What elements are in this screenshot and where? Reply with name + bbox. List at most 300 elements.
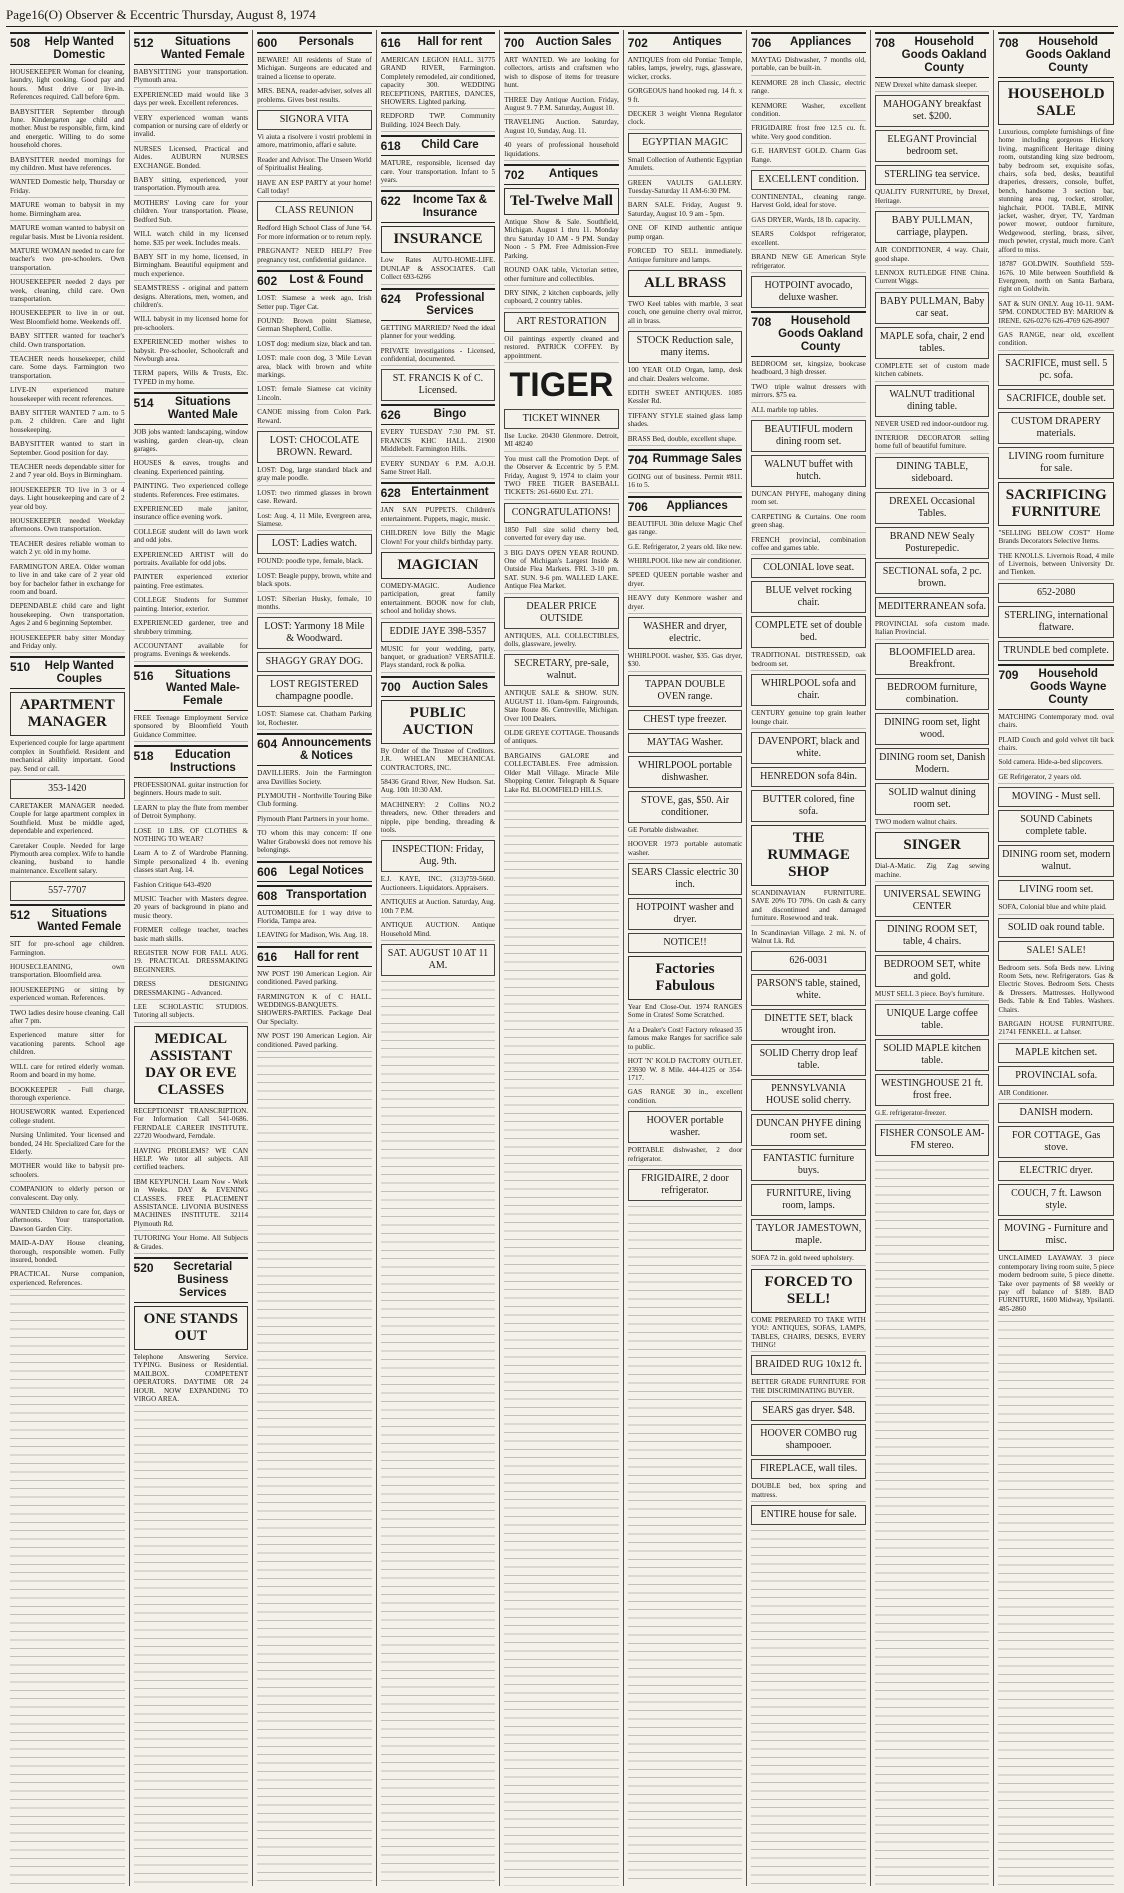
classified-ad: LOST: two rimmed glasses in brown case. Reward.: [257, 489, 372, 509]
section-header: [134, 1257, 249, 1303]
classified-ad: IBM KEYPUNCH. Learn Now - Work in Weeks. DAY & EVENING CLASSES. FREE PLACEMENT ASSISTANCE. LIVONIA BUSINESS MACHINES INSTITUTE. 32114 Plymouth Rd.: [134, 1178, 249, 1231]
classified-ad: COME PREPARED TO TAKE WITH YOU: ANTIQUES, SOFAS, LAMPS, TABLES, CHAIRS, DESKS, EVERY THING!: [751, 1316, 866, 1353]
classified-ad: TRUNDLE bed complete.: [998, 641, 1114, 661]
classified-ad: MUSIC for your wedding, party, banquet, or graduation? VERSATILE. Plays standard, rock & polka.: [381, 645, 496, 673]
classified-ad: TRAVELING Auction. Saturday, August 10, Sunday, Aug. 11.: [504, 118, 619, 138]
classified-ad: JAN SAN PUPPETS. Children's entertainment. Puppets, magic, music.: [381, 506, 496, 526]
classified-ad: DUNCAN PHYFE, mahogany dining room set.: [751, 490, 866, 510]
classified-ad: MRS. BENA, reader-adviser, solves all problems. Gives best results.: [257, 87, 372, 107]
classified-ad: G.E. HARVEST GOLD. Charm Gas Range.: [751, 147, 866, 167]
classified-ad: MACHINERY: 2 Collins NO.2 threaders, new. Other threaders and nipple, pipe bending, threading & tools.: [381, 801, 496, 838]
classified-ad: LOSE 10 LBS. OF CLOTHES & NOTHING TO WEAR?: [134, 827, 249, 847]
classified-ad: 40 years of professional household liquidations.: [504, 141, 619, 161]
classified-ad: SACRIFICE, double set.: [998, 389, 1114, 409]
classified-ad: DOUBLE bed, box spring and mattress.: [751, 1482, 866, 1502]
classified-ad: NEVER USED red indoor-outdoor rug.: [875, 420, 990, 431]
classified-ad: At a Dealer's Cost! Factory released 35 famous make Ranges for sacrifice sale to public.: [628, 1026, 743, 1054]
page-masthead: Page16(O) Observer & Eccentric Thursday, August 8, 1974: [6, 4, 1118, 27]
classified-ad: BABY SITTER wanted for teacher's child. Own transportation.: [10, 332, 125, 352]
classified-ad: MAYTAG Dishwasher, 7 months old, portable, can be built-in.: [751, 56, 866, 76]
classified-ad: BETTER GRADE FURNITURE FOR THE DISCRIMINATING BUYER.: [751, 1378, 866, 1398]
column-text-filler: [504, 800, 619, 1886]
classified-ad: TERM papers, Wills & Trusts, Etc. TYPED in my home.: [134, 369, 249, 389]
classified-ad: DINING ROOM SET, table, 4 chairs.: [875, 920, 990, 952]
classified-ad: SAT & SUN ONLY. Aug 10-11. 9AM-5PM. CONDUCTED BY: MARION & IRENE. 626-0276 626-4769 626-8907: [998, 300, 1114, 328]
section-title: Household Goods Oakland County: [1025, 36, 1111, 74]
classified-ad: HAVE AN ESP PARTY at your home! Call today!: [257, 179, 372, 199]
classified-ad: ANTIQUE AUCTION. Antique Household Mind.: [381, 921, 496, 941]
column-5: [500, 30, 624, 1886]
section-header: [504, 32, 619, 53]
section-number: 709: [998, 667, 1019, 682]
classified-ad: FRIGIDAIRE frost free 12.5 cu. ft. white. Very good condition.: [751, 124, 866, 144]
section-number: 616: [257, 949, 278, 964]
classified-ad: OLDE GREYE COTTAGE. Thousands of antiques.: [504, 729, 619, 749]
section-number: 508: [10, 36, 31, 50]
classified-ad: TEACHER needs dependable sitter for 2 and 7 year old. Boys in Birmingham.: [10, 463, 125, 483]
classified-ad: ENTIRE house for sale.: [751, 1505, 866, 1525]
classified-ad: CONGRATULATIONS!: [504, 503, 619, 523]
display-ad-headline: Tel-Twelve Mall: [504, 188, 619, 215]
classified-ad: COMPANION to elderly person or convalescent. Day only.: [10, 1185, 125, 1205]
classified-ad: ANTIQUES at Auction. Saturday, Aug. 10th 7 P.M.: [381, 898, 496, 918]
classified-ad: BABY SIT in my home, licensed, in Birmingham. Beautiful equipment and much experience.: [134, 253, 249, 281]
classified-ad: Experienced mature sitter for vacationing parents. School age children.: [10, 1031, 125, 1059]
classified-ad: Learn A to Z of Wardrobe Planning. Simple personalized 4 lb. evening classes start Aug. 14.: [134, 849, 249, 877]
section-number: 520: [133, 1260, 154, 1275]
column-4: [377, 30, 501, 1886]
classified-ad: AIR CONDITIONER, 4 way. Chair, good shape.: [875, 246, 990, 266]
classified-ad: SEAMSTRESS - original and pattern designs. Alterations, men, women, and children's.: [134, 284, 249, 312]
classified-ad: UNIQUE Large coffee table.: [875, 1004, 990, 1036]
classified-ad: DREXEL Occasional Tables.: [875, 492, 990, 524]
classified-ad: FURNITURE, living room, lamps.: [751, 1184, 866, 1216]
classified-ad: SOFA 72 in. gold tweed upholstery.: [751, 1254, 866, 1265]
classified-ad: HOOVER 1973 portable automatic washer.: [628, 840, 743, 860]
section-number: 606: [257, 864, 278, 879]
column-text-filler: [257, 1055, 372, 1886]
classified-ad: MOVING - Must sell.: [998, 787, 1114, 807]
classified-ad: SPEED QUEEN portable washer and dryer.: [628, 571, 743, 591]
classified-ad: HOUSEKEEPER needed Weekday afternoons. Own transportation.: [10, 517, 125, 537]
classified-ad: DINETTE SET, black wrought iron.: [751, 1009, 866, 1041]
section-title: Bingo: [433, 408, 467, 421]
classified-ad: BABY PULLMAN, carriage, playpen.: [875, 211, 990, 243]
classified-ad: FISHER CONSOLE AM-FM stereo.: [875, 1124, 990, 1156]
classified-ad: DINING room set, modern walnut.: [998, 845, 1114, 877]
classified-ad: TWO triple walnut dressers with mirrors. $75 ea.: [751, 383, 866, 403]
classified-ad: Telephone Answering Service. TYPING. Business or Residential. MAILBOX. COMPETENT OPERATORS. DAYTIME OR 24 HOUR. NOW EXPANDING TO VIRGO AREA.: [134, 1353, 249, 1406]
classified-ad: SALE! SALE!: [998, 941, 1114, 961]
section-title: Situations Wanted Female: [37, 908, 122, 934]
classified-ad: WESTINGHOUSE 21 ft. frost free.: [875, 1074, 990, 1106]
section-title: Transportation: [286, 888, 367, 901]
section-number: 624: [380, 291, 401, 306]
classified-ad: MOVING - Furniture and misc.: [998, 1219, 1114, 1251]
section-number: 700: [504, 36, 525, 50]
display-ad-headline: INSURANCE: [381, 226, 496, 253]
classified-ad: MAPLE sofa, chair, 2 end tables.: [875, 327, 990, 359]
display-ad-headline: PUBLIC AUCTION: [381, 700, 496, 744]
classified-ad: MUSIC Teacher with Masters degree. 20 years of background in piano and music theory.: [134, 895, 249, 923]
classified-ad: THE KNOLLS. Livernois Road, 4 mile of Livernois, between University Dr. and Tienken.: [998, 552, 1114, 580]
classified-ad: STOVE, gas, $50. Air conditioner.: [628, 791, 743, 823]
classified-ad: ELEGANT Provincial bedroom set.: [875, 130, 990, 162]
classified-ad: ANTIQUE SALE & SHOW. SUN. AUGUST 11. 10am-6pm. Fairgrounds, State Route 86. Centreville, Michigan. Over 100 Dealers.: [504, 689, 619, 726]
column-6: [624, 30, 748, 1886]
section-header: [381, 32, 496, 53]
classified-ad: BARGAINS GALORE and COLLECTABLES. Free admission. Older Mall Village. Miracle Mile Shopping Center. Telegraph & Square Lake Rd. BLOOMFIELD HILLS.: [504, 752, 619, 797]
section-number: 618: [380, 139, 401, 154]
classified-ad: GE Refrigerator, 2 years old.: [998, 773, 1114, 784]
classified-ad: WHIRLPOOL washer, $35. Gas dryer, $30.: [628, 652, 743, 672]
classified-ad: DEALER PRICE OUTSIDE: [504, 597, 619, 629]
classified-ad: HOUSEWORK wanted. Experienced college student.: [10, 1108, 125, 1128]
classified-ad: PLYMOUTH - Northville Touring Bike Club forming.: [257, 792, 372, 812]
classified-ad: GORGEOUS hand hooked rug. 14 ft. x 9 ft.: [628, 87, 743, 107]
section-number: 512: [133, 36, 154, 50]
display-ad-headline: FORCED TO SELL!: [751, 1269, 866, 1313]
classified-ad: WHIRLPOOL portable dishwasher.: [628, 756, 743, 788]
classified-ad: BABYSITTER needed mornings for my children. Must have references.: [10, 156, 125, 176]
classified-ad: HOUSEKEEPER to live in or out. West Bloomfield home. Weekends off.: [10, 309, 125, 329]
classified-ad: KENMORE Washer, excellent condition.: [751, 102, 866, 122]
classified-ad: UNCLAIMED LAYAWAY. 3 piece contemporary living room suite, 5 piece modern bedroom suite, 5 piece dinette. Take over payments of $8 weekly or pay off balance of $189. BAD FURNITURE, 1600 Midway, Ypsilanti. 485-2860: [998, 1254, 1114, 1316]
classified-ad: SIGNORA VITA: [257, 110, 372, 130]
section-title: Situations Wanted Male-Female: [165, 668, 240, 707]
classified-ad: MATURE, responsible, licensed day care. Your transportation. Infant to 5 years.: [381, 159, 496, 187]
classified-ad: BEDROOM furniture, combination.: [875, 678, 990, 710]
classified-ad: FANTASTIC furniture buys.: [751, 1149, 866, 1181]
classified-ad: DAVENPORT, black and white.: [751, 732, 866, 764]
classified-ad: LIVE-IN experienced mature housekeeper with recent references.: [10, 386, 125, 406]
classified-ad: EXPERIENCED ARTIST will do portraits. Available for odd jobs.: [134, 551, 249, 571]
section-title: Appliances: [789, 36, 852, 48]
classified-ad: SOLID Cherry drop leaf table.: [751, 1044, 866, 1076]
classified-ad: ACCOUNTANT available for programs. Evenings & weekends.: [134, 642, 249, 662]
classified-ad: CUSTOM DRAPERY materials.: [998, 412, 1114, 444]
column-3: [253, 30, 377, 1886]
classified-ad: 18787 GOLDWIN. Southfield 559-1676. 10 Mile between Southfield & Evergreen, north on Santa Barbara, right on Goldwin.: [998, 260, 1114, 297]
classified-ad: HOUSEKEEPER baby sitter Monday and Friday only.: [10, 634, 125, 654]
classified-ad: MAHOGANY breakfast set. $200.: [875, 95, 990, 127]
section-title: Appliances: [666, 499, 728, 512]
classified-ad: DRESS DESIGNING DRESSMAKING - Advanced.: [134, 980, 249, 1000]
classified-ad: EVERY SUNDAY 6 P.M. A.O.H. Same Street Hall.: [381, 460, 496, 480]
classified-ad: SIT for pre-school age children. Farmington.: [10, 940, 125, 960]
classified-ad: MOTHERS' Loving care for your children. Your transportation. Please, Bedford Sub.: [134, 199, 249, 227]
classified-ad: TAPPAN DOUBLE OVEN range.: [628, 675, 743, 707]
classified-ad: NEW Drexel white damask sleeper.: [875, 81, 990, 92]
classified-ad: LENNOX RUTLEDGE FINE China. Current Wiggs.: [875, 269, 990, 289]
display-ad-headline: SINGER: [875, 832, 990, 859]
section-header: [381, 404, 496, 425]
classified-ad: WHIRLPOOL sofa and chair.: [751, 674, 866, 706]
column-7: [747, 30, 871, 1886]
classified-ad: BRAND NEW Sealy Posturepedic.: [875, 527, 990, 559]
classified-ad: FOUND: poodle type, female, black.: [257, 557, 372, 568]
classified-ad: MEDITERRANEAN sofa.: [875, 597, 990, 617]
classified-ad: PROFESSIONAL guitar instruction for beginners. Hours made to suit.: [134, 781, 249, 801]
classified-ad: BARGAIN HOUSE FURNITURE. 21741 FENKELL. at Lahser.: [998, 1020, 1114, 1040]
classified-ad: COMPLETE set of double bed.: [751, 616, 866, 648]
classified-ad: EVERY TUESDAY 7:30 PM. ST. FRANCIS KHC HALL. 21900 Middlebelt. Farmington Hills.: [381, 428, 496, 456]
classified-ad: TO whom this may concern: If one Walter Grabowski does not remove his belongings.: [257, 829, 372, 857]
classified-ad: KENMORE 28 inch Classic, electric range.: [751, 79, 866, 99]
section-number: 702: [627, 36, 648, 50]
classified-ad: BLUE velvet rocking chair.: [751, 581, 866, 613]
classified-ad: FORMER college teacher, teaches basic math skills.: [134, 926, 249, 946]
classified-ad: LEARN to play the flute from member of Detroit Symphony.: [134, 804, 249, 824]
section-number: 708: [998, 36, 1019, 50]
classified-ad: BEAUTIFUL modern dining room set.: [751, 420, 866, 452]
display-ad-headline: Factories Fabulous: [628, 956, 743, 1000]
classified-ad: EXPERIENCED mother wishes to babysit. Pre-schooler, Schoolcraft and Newburgh area.: [134, 338, 249, 366]
classified-ad: Plymouth Plant Partners in your home.: [257, 815, 372, 826]
classified-ad: GAS RANGE, near old, excellent condition.: [998, 331, 1114, 351]
classified-ad: CENTURY genuine top grain leather lounge chair.: [751, 709, 866, 729]
classified-ad: DANISH modern.: [998, 1103, 1114, 1123]
classified-ad: GAS RANGE 30 in., excellent condition.: [628, 1088, 743, 1108]
classified-ad: INTERIOR DECORATOR selling home full of beautiful furniture.: [875, 434, 990, 454]
classified-ad: 58436 Grand River, New Hudson. Sat. Aug. 10th 10:30 AM.: [381, 778, 496, 798]
classified-ad: GAS DRYER, Wards, 18 lb. capacity.: [751, 216, 866, 227]
classified-ad: 1850 Full size solid cherry bed, converted for every day use.: [504, 526, 619, 546]
classified-ad: GE Portable dishwasher.: [628, 826, 743, 837]
classified-ad: EXPERIENCED maid would like 3 days per week. Excellent references.: [134, 91, 249, 111]
classified-ad: PREGNANT? NEED HELP? Free pregnancy test, confidential guidance.: [257, 247, 372, 267]
classified-ad: LOST: Yarmony 18 Mile & Woodward.: [257, 617, 372, 649]
section-title: Income Tax & Insurance: [412, 194, 487, 220]
classified-ad: DEPENDABLE child care and light housekeeping. Own transportation. Ages 2 and 6 beginning September.: [10, 602, 125, 630]
column-text-filler: [381, 979, 496, 1886]
section-header: [257, 885, 372, 906]
section-number: 518: [133, 748, 154, 763]
classified-ad: SOLID walnut dining room set.: [875, 783, 990, 815]
classified-ad: AIR Conditioner.: [998, 1089, 1114, 1100]
section-header: [381, 676, 496, 697]
classified-ad: CARPETING & Curtains. One room green shag.: [751, 513, 866, 533]
classified-ad: Low Rates AUTO-HOME-LIFE. DUNLAP & ASSOCIATES. Call Collect 693-6266: [381, 256, 496, 284]
classified-ad: 353-1420: [10, 779, 125, 799]
classified-ad: 626-0031: [751, 951, 866, 971]
classified-ad: WANTED Domestic help, Thursday or Friday.: [10, 178, 125, 198]
classified-ad: UNIVERSAL SEWING CENTER: [875, 885, 990, 917]
classified-ad: In Scandinavian Village. 2 mi. N. of Walnut Lk. Rd.: [751, 929, 866, 949]
section-header: [257, 270, 372, 291]
classified-ad: HOUSEKEEPING or sitting by experienced woman. References.: [10, 986, 125, 1006]
classified-ad: BEDROOM SET, white and gold.: [875, 955, 990, 987]
classified-ad: FRIGIDAIRE, 2 door refrigerator.: [628, 1169, 743, 1201]
classified-ad: HOUSEKEEPER needed 2 days per week, cleaning, child care. Own transportation.: [10, 278, 125, 306]
classified-ad: RECEPTIONIST TRANSCRIPTION. For Information Call 541-0686. FERNDALE CAREER INSTITUTE. 22720 Woodward, Ferndale.: [134, 1107, 249, 1144]
classified-ad: MUST SELL 3 piece. Boy's furniture.: [875, 990, 990, 1001]
column-1: [6, 30, 130, 1886]
section-title: Education Instructions: [169, 748, 236, 774]
classified-ad: MAID-A-DAY House cleaning, thorough, responsible women. Fully insured, bonded.: [10, 1239, 125, 1267]
classified-ad: Bedroom sets. Sofa Beds new. Living Room Sets, new. Refrigerators. Gas & Electric Stoves. Bedroom Sets. Chests & Dressers. Mattresses. Hollywood Beds. Table & End Tables. Washers. Chairs.: [998, 964, 1114, 1017]
classified-ad: NW POST 190 American Legion. Air conditioned. Paved parking.: [257, 1032, 372, 1052]
classified-ad: MATURE woman to babysit in my home. Birmingham area.: [10, 201, 125, 221]
section-header: [134, 665, 249, 711]
column-text-filler: [875, 1159, 990, 1886]
section-number: 514: [133, 396, 154, 411]
classified-ad: BARN SALE. Friday, August 9. Saturday, August 10. 9 am - 5pm.: [628, 201, 743, 221]
classified-ad: DAVILLIERS. Join the Farmington area Davillies Society.: [257, 769, 372, 789]
classified-ad: LOST dog: medium size, black and tan.: [257, 340, 372, 351]
section-title: Legal Notices: [289, 864, 364, 877]
classified-ad: BOOKKEEPER - Full charge, thorough experience.: [10, 1086, 125, 1106]
classified-ad: 3 BIG DAYS OPEN YEAR ROUND. One of Michigan's Largest Inside & Outside Flea Markets. FRI. 3-10 pm. SAT. SUN. 9-6 pm. WALLED LAKE. Antique Flea Market.: [504, 549, 619, 594]
section-title: Antiques: [672, 36, 722, 48]
classified-ad: PARSON'S table, stained, white.: [751, 974, 866, 1006]
classified-ad: SECRETARY, pre-sale, walnut.: [504, 654, 619, 686]
classified-ad: Small Collection of Authentic Egyptian Amulets.: [628, 156, 743, 176]
section-header: [751, 311, 866, 357]
classified-ad: TEACHER desires reliable woman to watch 2 yr. old in my home.: [10, 540, 125, 560]
classified-ad: GREEN VAULTS GALLERY. Tuesday-Saturday 11 AM-6:30 PM.: [628, 179, 743, 199]
section-header: [998, 32, 1114, 78]
section-title: Professional Services: [415, 291, 485, 317]
section-title: Antiques: [548, 168, 599, 181]
section-header: [10, 904, 125, 937]
classified-ad: BABY SITTER WANTED 7 a.m. to 5 p.m. 2 children. Care and light housekeeping.: [10, 409, 125, 437]
classified-ad: G.E. refrigerator-freezer.: [875, 1109, 990, 1120]
column-9: [994, 30, 1118, 1886]
display-ad-headline: SACRIFICING FURNITURE: [998, 482, 1114, 526]
classified-ad: INSPECTION: Friday, Aug. 9th.: [381, 840, 496, 872]
classified-ad: COLONIAL love seat.: [751, 558, 866, 578]
classified-ad: QUALITY FURNITURE, by Drexel, Heritage.: [875, 188, 990, 208]
classified-ad: PAINTER experienced exterior painting. Free estimates.: [134, 573, 249, 593]
classified-ad: EXCELLENT condition.: [751, 170, 866, 190]
classified-ad: HOOVER COMBO rug shampooer.: [751, 1424, 866, 1456]
classified-ad: SCANDINAVIAN FURNITURE. SAVE 20% TO 70%. On cash & carry and discontinued and damaged furniture. Rosewood and teak.: [751, 889, 866, 926]
classified-ad: Luxurious, complete furnishings of fine home including gorgeous Hickory living, magnificent Heritage dining room, outstanding king size bedroom, baby bedroom set, exquisite sofas, chairs, sofa bed, desks, beautiful draperies, dressers, console, buffet, bench, handsome 3 section bar, stunning area rug, rocker, stroller, highchair, POOL TABLE, MINK jacket, washer, dryer, TV, Yardman power mower, outdoor furniture, Wedgewood, sterling, brass, silver, much pewter, crystal, much more. Can't afford to miss.: [998, 128, 1114, 257]
classified-ad: LEAVING for Madison, Wis. Aug. 18.: [257, 931, 372, 942]
classified-ad: "SELLING BELOW COST" Home Brands Decorators Selective Items.: [998, 529, 1114, 549]
classified-ad: EGYPTIAN MAGIC: [628, 133, 743, 153]
section-title: Help Wanted Couples: [44, 660, 114, 686]
classified-ad: LOST: Beagle puppy, brown, white and black spots.: [257, 572, 372, 592]
section-title: Lost & Found: [289, 274, 364, 287]
section-header: [257, 946, 372, 967]
classified-ad: EXPERIENCED gardener, tree and shrubbery trimming.: [134, 619, 249, 639]
classified-ad: MAYTAG Washer.: [628, 733, 743, 753]
classified-ad: SOLID oak round table.: [998, 918, 1114, 938]
classified-ad: COUCH, 7 ft. Lawson style.: [998, 1184, 1114, 1216]
classified-ad: MATURE woman wanted to babysit on regular basis. Must be Livonia resident.: [10, 224, 125, 244]
section-title: Household Goods Oakland County: [778, 314, 864, 353]
classified-ad: NW POST 190 American Legion. Air conditioned. Paved parking.: [257, 970, 372, 990]
classified-ad: MATCHING Contemporary mod. oval chairs.: [998, 713, 1114, 733]
classified-ad: Vi aiuta a risolvere i vostri problemi in amore, matrimonio, affari e salute.: [257, 133, 372, 153]
section-title: Situations Wanted Female: [160, 36, 245, 61]
classified-ad: NURSES Licensed, Practical and Aides. AUBURN NURSES EXCHANGE. Bonded.: [134, 145, 249, 173]
section-number: 708: [874, 36, 895, 50]
section-title: Secretarial Business Services: [173, 1260, 233, 1299]
classified-ad: WILL watch child in my licensed home. $35 per week. Includes meals.: [134, 230, 249, 250]
classified-ad: TWO Keel tables with marble, 3 seat couch, one genuine cherry oval mirror, all in brass.: [628, 300, 743, 328]
classified-ad: ROUND OAK table, Victorian settee, other furniture and collectibles.: [504, 266, 619, 286]
classified-ad: PAINTING. Two experienced college students. References. Free estimates.: [134, 482, 249, 502]
classified-ad: TWO ladies desire house cleaning. Call after 7 pm.: [10, 1009, 125, 1029]
section-header: [628, 449, 743, 470]
classified-ad: FRENCH provincial, combination coffee and games table.: [751, 536, 866, 556]
classified-ad: CANOE missing from Colon Park. Reward.: [257, 408, 372, 428]
section-number: 600: [257, 36, 278, 50]
section-title: Help Wanted Domestic: [44, 36, 114, 61]
classified-ad: Dial-A-Matic. Zig Zag sewing machine.: [875, 862, 990, 882]
section-header: [381, 135, 496, 156]
classified-ad: REDFORD TWP. Community Building. 1024 Beech Daly.: [381, 112, 496, 132]
column-text-filler: [628, 1204, 743, 1886]
column-text-filler: [751, 1528, 866, 1886]
classified-ad: LOST: female Siamese cat vicinity Lincoln.: [257, 385, 372, 405]
classified-ad: TEACHER needs housekeeper, child care. Some days. Farmington two transportation.: [10, 355, 125, 383]
section-header: [381, 482, 496, 503]
classified-ad: HAVING PROBLEMS? WE CAN HELP. We tutor all subjects. All certified teachers.: [134, 1147, 249, 1175]
section-number: 706: [751, 36, 772, 50]
classified-ad: BUTTER colored, fine sofa.: [751, 790, 866, 822]
classified-ad: ANTIQUES, ALL COLLECTIBLES, dolls, glassware, jewelry.: [504, 632, 619, 652]
section-title: Rummage Sales: [652, 452, 742, 465]
display-ad-headline: THE RUMMAGE SHOP: [751, 825, 866, 886]
classified-ad: SOLID MAPLE kitchen table.: [875, 1039, 990, 1071]
classified-ad: BABYSITTER September through June. Kindergarten age child and mother. Must be responsible, firm, kind and energetic. Willing to do some household chores.: [10, 108, 125, 153]
classified-ad: HOT 'N' KOLD FACTORY OUTLET. 23930 W. 8 Mile. 444-4125 or 354-1717.: [628, 1057, 743, 1085]
classified-ad: By Order of the Trustee of Creditors. J.R. WHELAN MECHANICAL CONTRACTORS, INC.: [381, 747, 496, 775]
classified-ad: WALNUT traditional dining table.: [875, 385, 990, 417]
classified-ad: FIREPLACE, wall tiles.: [751, 1459, 866, 1479]
classified-ad: WILL care for retired elderly woman. Room and board in my home.: [10, 1063, 125, 1083]
classified-ad: BABY PULLMAN, Baby car seat.: [875, 292, 990, 324]
classified-ad: EXPERIENCED male janitor, insurance office evening work.: [134, 505, 249, 525]
classified-columns: [6, 30, 1118, 1886]
classified-ad: STERLING, international flatware.: [998, 606, 1114, 638]
classified-ad: BABY sitting, experienced, your transportation. Plymouth area.: [134, 176, 249, 196]
classified-ad: LOST: CHOCOLATE BROWN. Reward.: [257, 431, 372, 463]
classified-ad: E.J. KAYE, INC. (313)759-5660. Auctioneers. Liquidators. Appraisers.: [381, 875, 496, 895]
classified-ad: COLLEGE Students for Summer painting. Interior, exterior.: [134, 596, 249, 616]
section-number: 608: [257, 888, 278, 903]
section-header: [257, 32, 372, 53]
classified-ad: LIVING room furniture for sale.: [998, 447, 1114, 479]
classified-ad: LOST: Siberian Husky, female, 10 months.: [257, 595, 372, 615]
section-number: 702: [504, 168, 525, 183]
classified-ad: Caretaker Couple. Needed for large Plymouth area complex. Wife to handle cleaning, husband to handle maintenance. Excellent salary.: [10, 842, 125, 879]
classified-ad: HENREDON sofa 84in.: [751, 767, 866, 787]
section-title: Hall for rent: [294, 949, 359, 962]
classified-ad: PROVINCIAL sofa custom made. Italian Provincial.: [875, 620, 990, 640]
classified-ad: BEAUTIFUL 30in deluxe Magic Chef gas range.: [628, 520, 743, 540]
section-header: [134, 745, 249, 778]
classified-ad: PRIVATE investigations - Licensed, confidential, documented.: [381, 347, 496, 367]
classified-ad: AMERICAN LEGION HALL. 31775 GRAND RIVER, Farmington. Completely remodeled, air conditioned, capacity 300. WEDDING RECEPTIONS, PARTIES, DANCES, SHOWERS. Lighted parking.: [381, 56, 496, 109]
classified-ad: DINING room set, light wood.: [875, 713, 990, 745]
classified-ad: PORTABLE dishwasher, 2 door refrigerator.: [628, 1146, 743, 1166]
classified-ad: HOTPOINT avocado, deluxe washer.: [751, 276, 866, 308]
classified-ad: GOING out of business. Permit #811. 16 to 5.: [628, 473, 743, 493]
column-text-filler: [998, 1319, 1114, 1886]
section-header: [504, 164, 619, 185]
classified-ad: FOR COTTAGE, Gas stove.: [998, 1126, 1114, 1158]
classified-ad: SEARS gas dryer. $48.: [751, 1401, 866, 1421]
classified-ad: SAT. AUGUST 10 AT 11 AM.: [381, 944, 496, 976]
classified-ad: ST. FRANCIS K of C. Licensed.: [381, 369, 496, 401]
display-ad-headline: HOUSEHOLD SALE: [998, 81, 1114, 125]
classified-ad: MATURE WOMAN needed to care for teacher's two pre-schoolers. Own transportation.: [10, 247, 125, 275]
